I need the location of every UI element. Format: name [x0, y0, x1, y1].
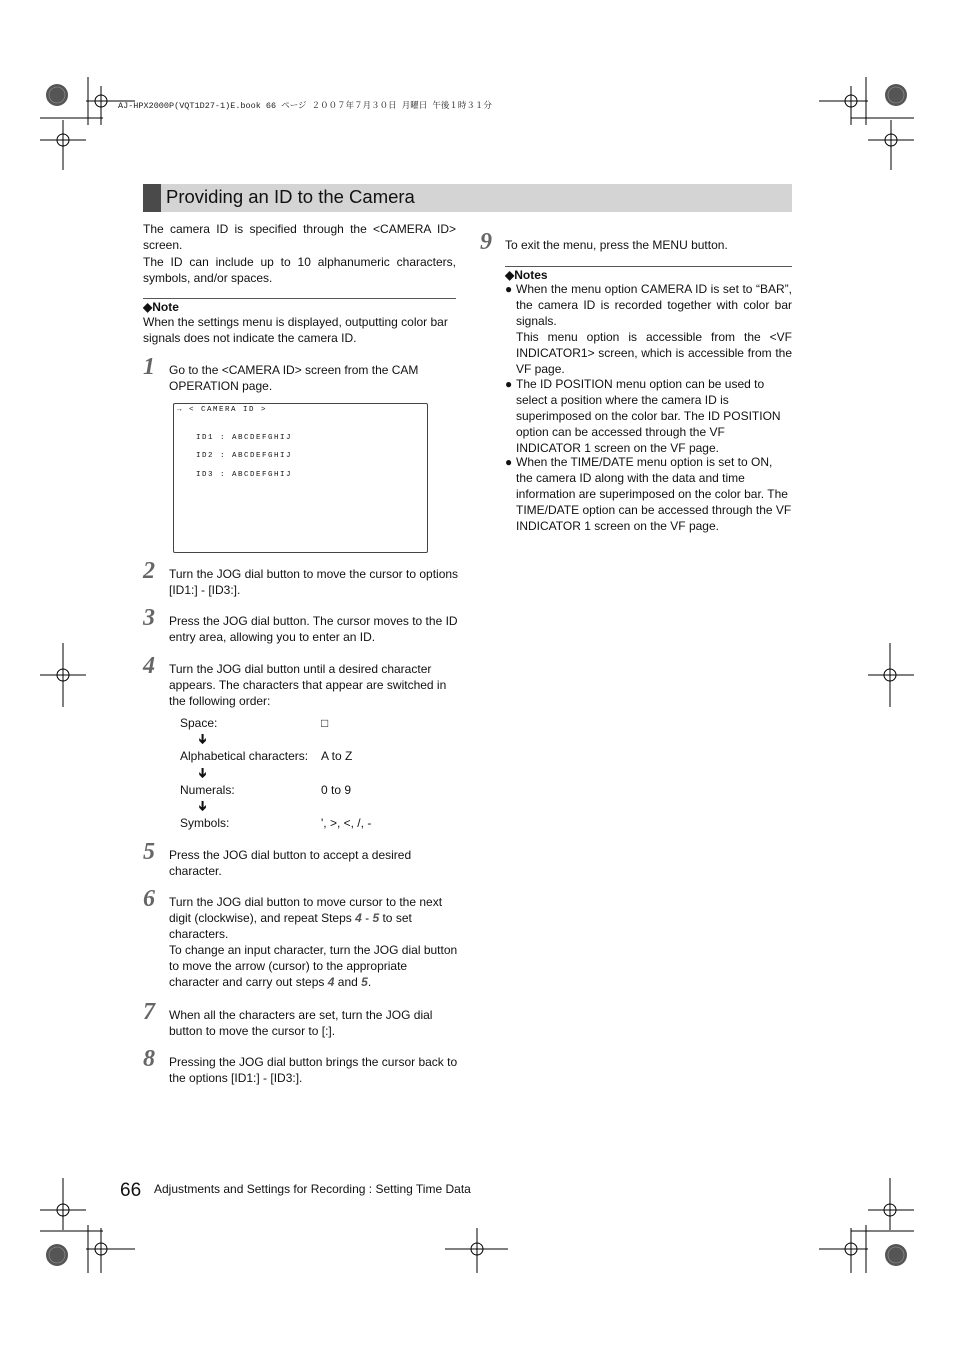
- step-text: Turn the JOG dial button until a desired character appears. The characters that appear are switched in the following order:: [169, 662, 447, 708]
- title-tab: [143, 184, 161, 212]
- notes-item-text: This menu option is accessible from the <VF INDICATOR1> screen, which is accessible from the VF page.: [516, 330, 792, 376]
- order-label-alpha: Alphabetical characters:: [180, 749, 309, 763]
- step-number: 5: [143, 839, 155, 865]
- order-value-alpha: A to Z: [321, 749, 353, 763]
- order-value-space: □: [321, 716, 329, 730]
- screen-id-line: ID1 : ABCDEFGHIJ: [196, 434, 293, 442]
- step-number: 3: [143, 605, 155, 631]
- notes-item-text: When the TIME/DATE menu option is set to ON, the camera ID along with the data and time information are superimposed on the color bar. The TIME/DATE option can be accessed through the VF INDICATOR 1 screen on the VF page.: [516, 455, 792, 533]
- screen-id-line: ID3 : ABCDEFGHIJ: [196, 471, 293, 479]
- step-text-part: -: [361, 911, 373, 925]
- down-arrow-icon: ➔: [195, 767, 211, 779]
- order-value-symbols: ', >, <, /, -: [321, 816, 372, 830]
- down-arrow-icon: ➔: [195, 733, 211, 745]
- step-text: Press the JOG dial button to accept a desired character.: [169, 848, 412, 878]
- step-text: [169, 942, 459, 990]
- step-reference: 4: [355, 911, 362, 925]
- step-number: 8: [143, 1046, 155, 1072]
- bullet-icon: ●: [505, 377, 513, 391]
- bullet-icon: ●: [505, 282, 513, 296]
- notes-item: [505, 281, 792, 377]
- order-label-numerals: Numerals:: [180, 783, 235, 797]
- step-text-part: Turn the JOG dial button to move cursor to the next digit (clockwise), and repeat Steps: [169, 895, 443, 925]
- footer-text: Adjustments and Settings for Recording : Setting Time Data: [154, 1182, 471, 1196]
- note-divider: [143, 298, 456, 299]
- notes-divider: [505, 266, 792, 267]
- camera-id-screen: [173, 403, 428, 553]
- page-number: 66: [120, 1180, 142, 1201]
- step-reference: 4: [327, 975, 335, 989]
- step-reference: 5: [361, 975, 368, 989]
- step-text-part: to set characters.: [169, 911, 412, 941]
- notes-item: [505, 454, 792, 534]
- step-number: 6: [143, 886, 155, 912]
- order-value-numerals: 0 to 9: [321, 783, 352, 797]
- step-number: 4: [143, 653, 155, 679]
- intro-paragraph-2: The ID can include up to 10 alphanumeric characters, symbols, and/or spaces.: [143, 255, 456, 285]
- order-label-symbols: Symbols:: [180, 816, 230, 830]
- step-text: Press the JOG dial button. The cursor moves to the ID entry area, allowing you to enter an ID.: [169, 614, 458, 644]
- bullet-icon: ●: [505, 455, 513, 469]
- order-label-space: Space:: [180, 716, 218, 730]
- step-text-part: To change an input character, turn the JOG dial button to move the arrow (cursor) to the appropriate character and carry out steps: [169, 943, 458, 989]
- print-info: AJ-HPX2000P(VQT1D27-1)E.book 66 ページ ２００７年７月３０日 月曜日 午後１時３１分: [118, 101, 492, 111]
- step-text-part: and: [334, 975, 362, 989]
- note-text: When the settings menu is displayed, outputting color bar signals does not indicate the camera ID.: [143, 315, 448, 345]
- step-number: 1: [143, 354, 155, 380]
- step-text: When all the characters are set, turn the JOG dial button to move the cursor to [:].: [169, 1008, 433, 1038]
- step-number: 9: [480, 229, 492, 255]
- note-heading: ◆Note: [143, 300, 179, 314]
- intro-paragraph-1: The camera ID is specified through the <CAMERA ID> screen.: [143, 222, 456, 252]
- step-text: To exit the menu, press the MENU button.: [505, 238, 728, 252]
- step-number: 7: [143, 999, 155, 1025]
- step-text: Turn the JOG dial button to move the cursor to options [ID1:] - [ID3:].: [169, 567, 459, 597]
- notes-item-text: When the menu option CAMERA ID is set to “BAR”, the camera ID is recorded together with color bar signals.: [516, 282, 792, 328]
- step-text: Go to the <CAMERA ID> screen from the CAM OPERATION page.: [169, 363, 419, 393]
- notes-item-text: The ID POSITION menu option can be used to select a position where the camera ID is superimposed on the color bar. The ID POSITION option can be accessed through the VF INDICATOR 1 screen on the VF page.: [516, 377, 781, 455]
- section-title: Providing an ID to the Camera: [166, 186, 415, 207]
- step-number: 2: [143, 558, 155, 584]
- screen-header: → < CAMERA ID >: [177, 406, 268, 414]
- notes-heading: ◆Notes: [505, 268, 548, 282]
- step-text-part: .: [367, 975, 372, 989]
- step-reference: 5: [372, 911, 380, 925]
- step-text: Pressing the JOG dial button brings the cursor back to the options [ID1:] - [ID3:].: [169, 1055, 458, 1085]
- step-text: [169, 894, 459, 942]
- section-title-bar: [143, 184, 792, 212]
- down-arrow-icon: ➔: [195, 800, 211, 812]
- notes-item: [505, 376, 792, 456]
- screen-id-line: ID2 : ABCDEFGHIJ: [196, 452, 293, 460]
